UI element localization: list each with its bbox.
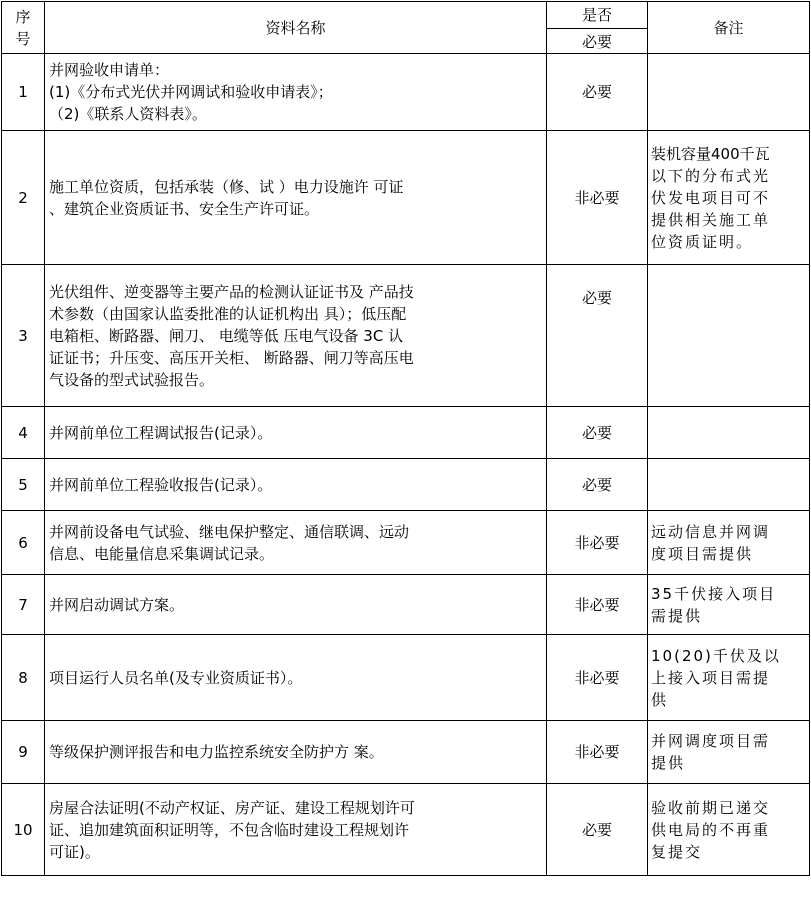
- row-index: 6: [2, 511, 45, 575]
- note-line: 提供: [651, 754, 686, 772]
- name-line: 并网验收申请单：: [49, 61, 170, 79]
- table-row: [2, 575, 810, 635]
- note-line: 位资质证明。: [651, 232, 754, 251]
- name-line: (1)《分布式光伏并网调试和验收申请表》；: [49, 83, 333, 101]
- row-index: 1: [2, 54, 45, 131]
- name-line: 信息、电能量信息采集调试记录。: [49, 544, 275, 563]
- row-note: [648, 265, 810, 407]
- header-required-bottom: 必要: [581, 32, 612, 51]
- name-line: 证证书；升压变、高压开关柜、 断路器、闸刀等高压电: [49, 348, 414, 367]
- name-line: 术参数（由国家认监委批准的认证机构出 具）；低压配: [49, 304, 407, 323]
- name-line: 光伏组件、逆变器等主要产品的检测认证证书及 产品技: [49, 282, 414, 301]
- row-index: 9: [2, 721, 45, 784]
- header-required-top: 是否: [547, 3, 647, 29]
- row-note: [648, 131, 810, 265]
- note-line: 装机容量400千瓦: [651, 144, 770, 163]
- row-required: 非必要: [547, 575, 648, 635]
- table-row: [2, 784, 810, 876]
- table-row: [2, 635, 810, 721]
- name-line: （2)《联系人资料表》。: [49, 105, 207, 123]
- row-note: [648, 407, 810, 459]
- note-line: 上接入项目需提: [651, 668, 771, 687]
- header-document-name: 资料名称: [45, 2, 547, 54]
- row-document-name: [45, 511, 547, 575]
- row-required: 必要: [547, 54, 648, 131]
- note-line: 供电局的不再重: [651, 820, 771, 839]
- name-line: 证、追加建筑面积证明等，不包含临时建设工程规划许: [49, 820, 410, 839]
- note-line: 35千伏接入项目: [651, 584, 777, 603]
- row-index: 7: [2, 575, 45, 635]
- row-note: [648, 635, 810, 721]
- table-row: [2, 511, 810, 575]
- row-document-name: 等级保护测评报告和电力监控系统安全防护方 案。: [45, 721, 547, 784]
- row-document-name: [45, 131, 547, 265]
- row-index: 8: [2, 635, 45, 721]
- table-row: [2, 265, 810, 407]
- row-document-name: 并网前单位工程验收报告(记录）。: [45, 459, 547, 511]
- row-index: 2: [2, 131, 45, 265]
- table-header-row: [2, 2, 810, 54]
- table-row: [2, 459, 810, 511]
- header-index-line1: 序: [15, 7, 31, 26]
- name-line: 气设备的型式试验报告。: [49, 370, 215, 389]
- note-line: 伏发电项目可不: [651, 188, 771, 207]
- row-note: [648, 511, 810, 575]
- header-required: [547, 2, 648, 54]
- name-line: 房屋合法证明(不动产权证、房产证、建设工程规划许可: [49, 798, 415, 817]
- note-line: 并网调度项目需: [651, 732, 771, 750]
- row-required: 必要: [547, 265, 648, 407]
- row-note: [648, 575, 810, 635]
- header-index: [2, 2, 45, 54]
- row-document-name: 并网启动调试方案。: [45, 575, 547, 635]
- row-required: 非必要: [547, 131, 648, 265]
- row-required: 必要: [547, 784, 648, 876]
- note-line: 以下的分布式光: [651, 166, 771, 185]
- table-row: [2, 407, 810, 459]
- row-document-name: 项目运行人员名单(及专业资质证书）。: [45, 635, 547, 721]
- row-required: 必要: [547, 459, 648, 511]
- row-required: 必要: [547, 407, 648, 459]
- note-line: 度项目需提供: [651, 544, 754, 563]
- name-line: 、建筑企业资质证书、安全生产许可证。: [49, 199, 320, 218]
- note-line: 复提交: [651, 842, 703, 861]
- note-line: 10(20)千伏及以: [651, 646, 781, 665]
- name-line: 施工单位资质，包括承装（修、试 ）电力设施许 可证: [49, 177, 404, 196]
- table-row: [2, 131, 810, 265]
- header-notes: 备注: [648, 2, 810, 54]
- row-note: [648, 721, 810, 784]
- row-document-name: [45, 54, 547, 131]
- name-line: 并网前设备电气试验、继电保护整定、通信联调、远动: [49, 522, 410, 541]
- requirements-table: [1, 1, 810, 876]
- header-index-line2: 号: [15, 29, 31, 48]
- table-row: [2, 721, 810, 784]
- row-index: 4: [2, 407, 45, 459]
- row-index: 5: [2, 459, 45, 511]
- name-line: 电箱柜、断路器、闸刀、 电缆等低 压电气设备 3C 认: [49, 326, 404, 345]
- note-line: 提供相关施工单: [651, 210, 771, 229]
- row-document-name: [45, 784, 547, 876]
- row-note: [648, 54, 810, 131]
- row-document-name: [45, 265, 547, 407]
- row-note: [648, 784, 810, 876]
- row-required: 非必要: [547, 721, 648, 784]
- note-line: 供: [651, 690, 669, 709]
- row-required: 非必要: [547, 635, 648, 721]
- note-line: 验收前期已递交: [651, 798, 771, 817]
- name-line: 可证)。: [49, 842, 100, 861]
- row-index: 10: [2, 784, 45, 876]
- row-index: 3: [2, 265, 45, 407]
- row-document-name: 并网前单位工程调试报告(记录）。: [45, 407, 547, 459]
- note-line: 远动信息并网调: [651, 522, 771, 541]
- row-note: [648, 459, 810, 511]
- note-line: 需提供: [651, 606, 703, 625]
- table-row: [2, 54, 810, 131]
- row-required: 非必要: [547, 511, 648, 575]
